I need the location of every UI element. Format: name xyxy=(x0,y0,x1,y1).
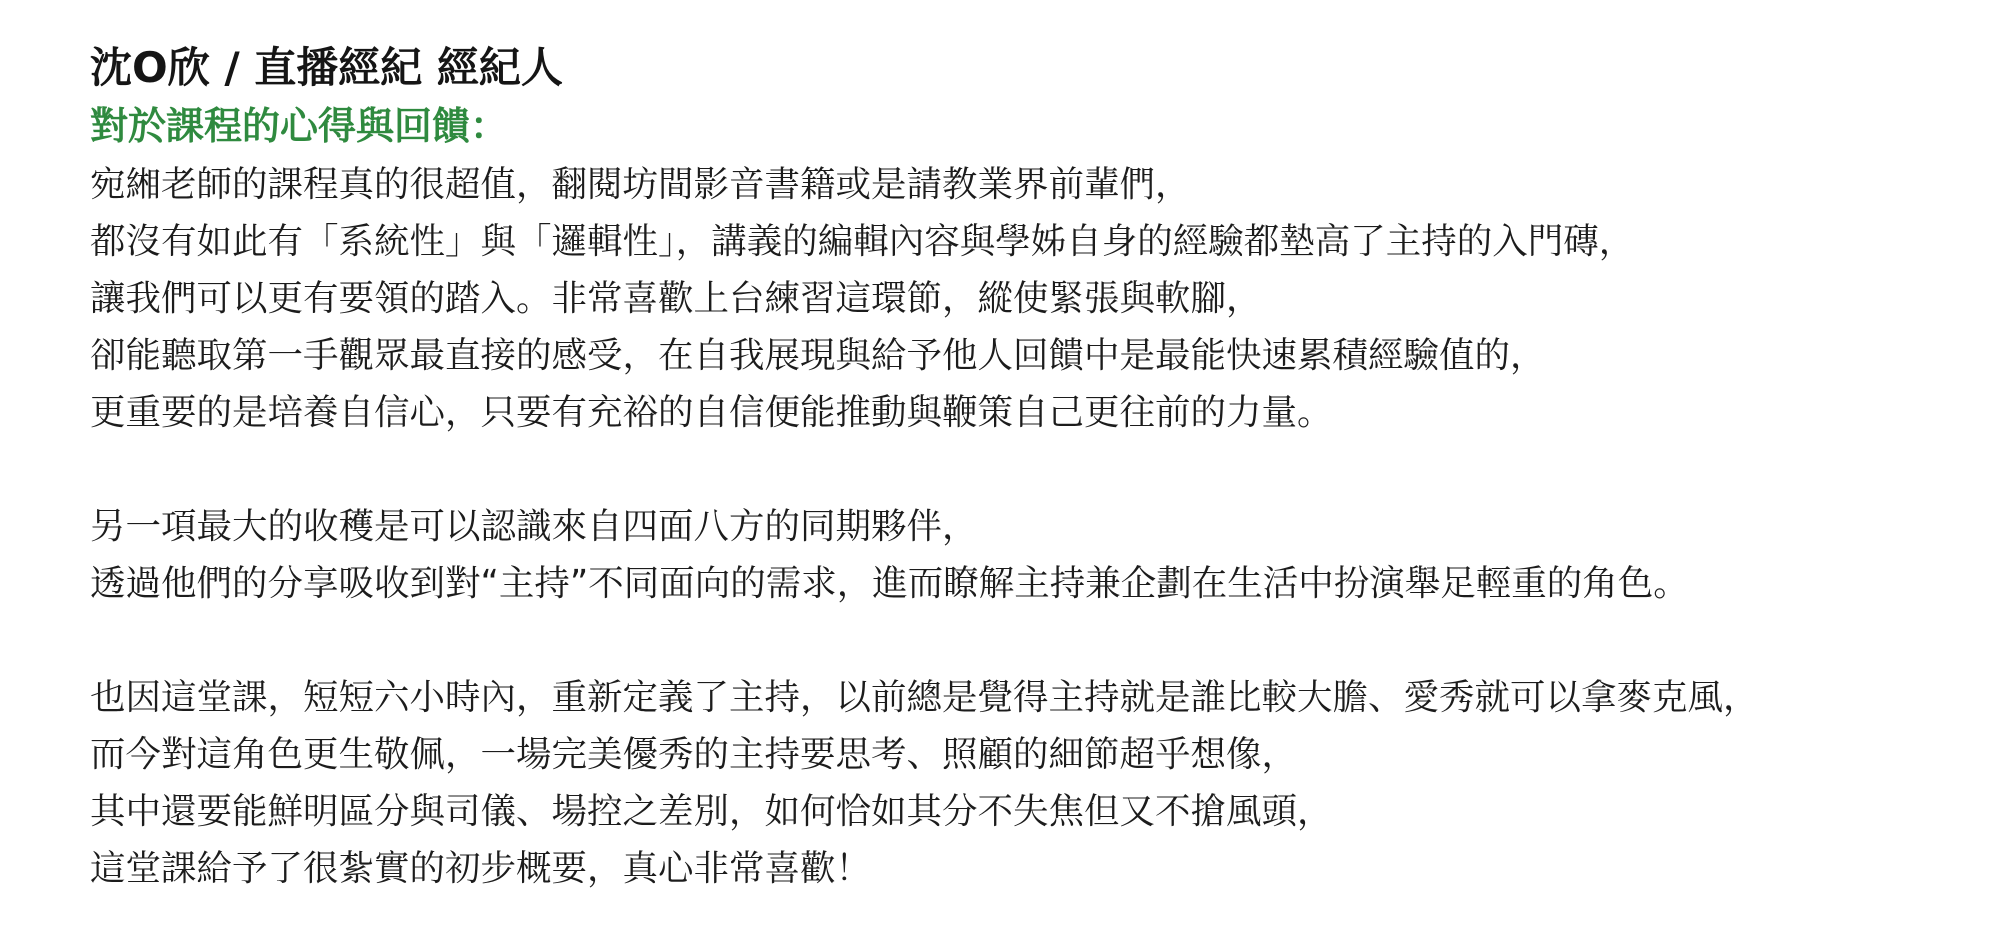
paragraph-line: 另一項最大的收穫是可以認識來自四面八方的同期夥伴， xyxy=(90,506,978,547)
paragraph-line: 卻能聽取第一手觀眾最直接的感受，在自我展現與給予他人回饋中是最能快速累積經驗值的， xyxy=(90,335,1546,376)
testimonial-content xyxy=(90,40,1980,897)
paragraph-3 xyxy=(90,669,1980,897)
section-heading: 對於課程的心得與回饋： xyxy=(90,103,509,148)
paragraph-line: 更重要的是培養自信心，只要有充裕的自信便能推動與鞭策自己更往前的力量。 xyxy=(90,392,1333,433)
paragraph-line: 透過他們的分享吸收到對“主持”不同面向的需求，進而瞭解主持兼企劃在生活中扮演舉足輕重的角色。 xyxy=(90,563,1689,604)
paragraph-line: 都沒有如此有「系統性」與「邏輯性」，講義的編輯內容與學姊自身的經驗都墊高了主持的入門磚， xyxy=(90,221,1635,262)
paragraph-line: 這堂課給予了很紮實的初步概要，真心非常喜歡！ xyxy=(90,848,872,889)
paragraph-line: 讓我們可以更有要領的踏入。非常喜歡上台練習這環節，縱使緊張與軟腳， xyxy=(90,278,1262,319)
paragraph-line: 也因這堂課，短短六小時內，重新定義了主持，以前總是覺得主持就是誰比較大膽、愛秀就可以拿麥克風， xyxy=(90,677,1759,718)
paragraph-line: 其中還要能鮮明區分與司儀、場控之差別，如何恰如其分不失焦但又不搶風頭， xyxy=(90,791,1333,832)
paragraph-1 xyxy=(90,156,1980,441)
paragraph-line: 宛緗老師的課程真的很超值，翻閱坊間影音書籍或是請教業界前輩們， xyxy=(90,164,1191,205)
author-line: 沈O欣 / 直播經紀 經紀人 xyxy=(90,43,563,92)
paragraph-2 xyxy=(90,498,1980,612)
paragraph-line: 而今對這角色更生敬佩，一場完美優秀的主持要思考、照顧的細節超乎想像， xyxy=(90,734,1298,775)
